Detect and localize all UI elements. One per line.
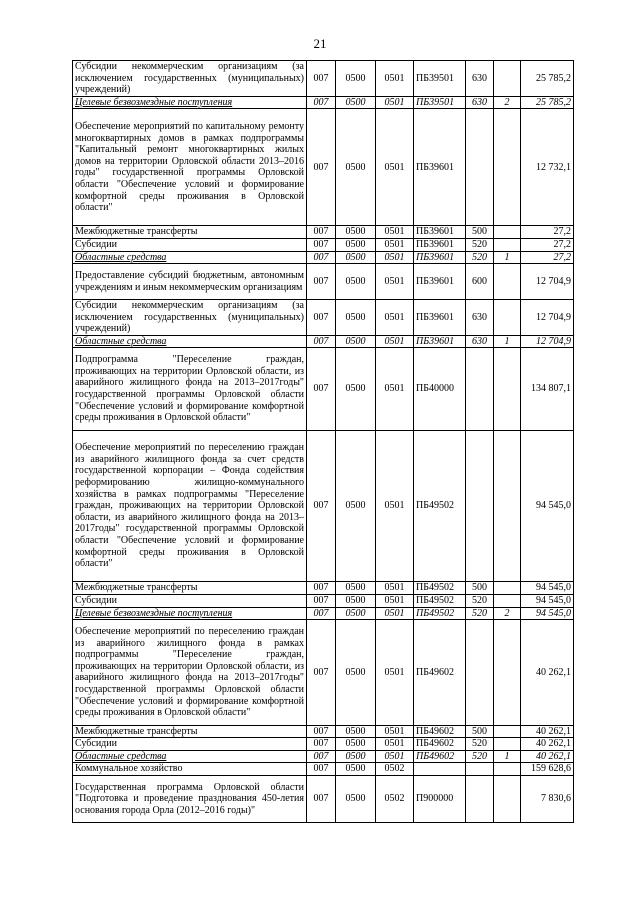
row-section-cell: 0500	[336, 750, 376, 763]
budget-table	[72, 60, 574, 823]
page-number: 21	[313, 36, 327, 51]
row-section-cell: 0500	[336, 594, 376, 607]
row-source-cell	[494, 109, 521, 226]
row-subsection-cell: 0501	[376, 251, 414, 264]
row-grbs-cell: 007	[307, 738, 336, 751]
row-grbs-cell: 007	[307, 96, 336, 109]
row-grbs-cell: 007	[307, 348, 336, 430]
row-sum-cell: 25 785,2	[521, 96, 574, 109]
row-grbs-cell: 007	[307, 238, 336, 251]
row-subsection-cell: 0501	[376, 109, 414, 226]
row-expense-type-cell: 520	[466, 607, 494, 620]
row-source-cell: 1	[494, 750, 521, 763]
table-row	[73, 226, 574, 239]
row-section-cell: 0500	[336, 251, 376, 264]
row-grbs-cell: 007	[307, 620, 336, 725]
row-grbs-cell: 007	[307, 775, 336, 822]
row-target-article-cell: ПБ49602	[414, 750, 466, 763]
row-source-cell	[494, 299, 521, 335]
row-grbs-cell: 007	[307, 430, 336, 582]
row-section-cell: 0500	[336, 725, 376, 738]
row-expense-type-cell: 630	[466, 96, 494, 109]
row-expense-type-cell: 600	[466, 264, 494, 300]
row-expense-type-cell	[466, 109, 494, 226]
row-source-cell	[494, 238, 521, 251]
row-sum-cell: 94 545,0	[521, 594, 574, 607]
row-expense-type-cell: 630	[466, 299, 494, 335]
row-grbs-cell: 007	[307, 61, 336, 97]
row-target-article-cell: ПБ39601	[414, 264, 466, 300]
row-expense-type-cell: 520	[466, 738, 494, 751]
table-row	[73, 738, 574, 751]
row-source-cell	[494, 264, 521, 300]
row-grbs-cell: 007	[307, 299, 336, 335]
row-subsection-cell: 0501	[376, 582, 414, 595]
row-name-cell: Субсидии некоммерческим организациям (за исключением государственных (муниципальных) учреждений)	[73, 61, 307, 97]
row-subsection-cell: 0501	[376, 348, 414, 430]
row-source-cell: 1	[494, 251, 521, 264]
row-expense-type-cell: 520	[466, 251, 494, 264]
row-target-article-cell	[414, 763, 466, 776]
row-source-cell: 2	[494, 96, 521, 109]
row-section-cell: 0500	[336, 775, 376, 822]
row-section-cell: 0500	[336, 238, 376, 251]
table-row	[73, 264, 574, 300]
row-sum-cell: 25 785,2	[521, 61, 574, 97]
row-section-cell: 0500	[336, 299, 376, 335]
row-expense-type-cell: 630	[466, 61, 494, 97]
row-grbs-cell: 007	[307, 226, 336, 239]
row-subsection-cell: 0501	[376, 226, 414, 239]
table-row	[73, 725, 574, 738]
row-subsection-cell: 0501	[376, 96, 414, 109]
row-grbs-cell: 007	[307, 582, 336, 595]
row-grbs-cell: 007	[307, 109, 336, 226]
row-sum-cell: 94 545,0	[521, 607, 574, 620]
row-target-article-cell: ПБ40000	[414, 348, 466, 430]
budget-table-body	[73, 61, 574, 823]
row-grbs-cell: 007	[307, 335, 336, 348]
row-sum-cell: 159 628,6	[521, 763, 574, 776]
row-subsection-cell: 0501	[376, 607, 414, 620]
row-grbs-cell: 007	[307, 607, 336, 620]
row-section-cell: 0500	[336, 226, 376, 239]
row-name-cell: Субсидии некоммерческим организациям (за исключением государственных (муниципальных) учреждений)	[73, 299, 307, 335]
row-sum-cell: 12 704,9	[521, 264, 574, 300]
row-name-cell: Обеспечение мероприятий по переселению граждан из аварийного жилищного фонда за счет средств государственной корпорации – Фонда содействия реформированию жилищно-коммунального хозяйства в рамках подпрограммы "Переселение граждан, проживающих на территории Орловской области, из аварийного жилищного фонда на 2013–2017годы" государственной программы Орловской области "Обеспечение условий и формирование комфортной среды проживания в Орловской области"	[73, 430, 307, 582]
row-expense-type-cell: 520	[466, 750, 494, 763]
row-expense-type-cell	[466, 430, 494, 582]
row-subsection-cell: 0501	[376, 430, 414, 582]
table-row	[73, 607, 574, 620]
row-sum-cell: 40 262,1	[521, 738, 574, 751]
row-target-article-cell: ПБ39601	[414, 299, 466, 335]
row-source-cell	[494, 430, 521, 582]
row-source-cell	[494, 725, 521, 738]
row-target-article-cell: ПБ49602	[414, 725, 466, 738]
row-expense-type-cell: 500	[466, 725, 494, 738]
row-name-cell: Обеспечение мероприятий по капитальному ремонту многоквартирных домов в рамках подпрограммы "Капитальный ремонт многоквартирных жилых домов на территории Орловской области 2013–2016 годы" государственной программы Орловской области "Обеспечение условий и формирование комфортной среды проживания в Орловской области"	[73, 109, 307, 226]
row-target-article-cell: ПБ39501	[414, 61, 466, 97]
table-row	[73, 348, 574, 430]
row-grbs-cell: 007	[307, 264, 336, 300]
row-target-article-cell: ПБ39601	[414, 251, 466, 264]
row-section-cell: 0500	[336, 96, 376, 109]
table-row	[73, 335, 574, 348]
row-section-cell: 0500	[336, 582, 376, 595]
row-name-cell: Коммунальное хозяйство	[73, 763, 307, 776]
row-subsection-cell: 0501	[376, 738, 414, 751]
row-target-article-cell: ПБ49502	[414, 607, 466, 620]
row-grbs-cell: 007	[307, 251, 336, 264]
row-sum-cell: 27,2	[521, 251, 574, 264]
row-target-article-cell: П900000	[414, 775, 466, 822]
row-source-cell	[494, 226, 521, 239]
row-grbs-cell: 007	[307, 725, 336, 738]
row-section-cell: 0500	[336, 109, 376, 226]
table-row	[73, 299, 574, 335]
row-grbs-cell: 007	[307, 763, 336, 776]
row-subsection-cell: 0501	[376, 264, 414, 300]
table-row	[73, 109, 574, 226]
row-source-cell: 1	[494, 335, 521, 348]
row-subsection-cell: 0501	[376, 750, 414, 763]
row-section-cell: 0500	[336, 264, 376, 300]
row-sum-cell: 12 704,9	[521, 299, 574, 335]
row-expense-type-cell: 500	[466, 226, 494, 239]
row-subsection-cell: 0501	[376, 594, 414, 607]
table-row	[73, 620, 574, 725]
row-section-cell: 0500	[336, 620, 376, 725]
row-target-article-cell: ПБ39601	[414, 335, 466, 348]
table-row	[73, 750, 574, 763]
table-row	[73, 582, 574, 595]
row-expense-type-cell: 500	[466, 582, 494, 595]
row-section-cell: 0500	[336, 335, 376, 348]
row-sum-cell: 40 262,1	[521, 620, 574, 725]
table-row	[73, 430, 574, 582]
row-source-cell	[494, 582, 521, 595]
row-source-cell	[494, 775, 521, 822]
row-target-article-cell: ПБ39601	[414, 109, 466, 226]
row-subsection-cell: 0501	[376, 61, 414, 97]
row-target-article-cell: ПБ39601	[414, 238, 466, 251]
row-expense-type-cell	[466, 775, 494, 822]
row-source-cell	[494, 620, 521, 725]
table-row	[73, 61, 574, 97]
row-subsection-cell: 0501	[376, 725, 414, 738]
row-sum-cell: 27,2	[521, 238, 574, 251]
row-sum-cell: 12 732,1	[521, 109, 574, 226]
row-sum-cell: 12 704,9	[521, 335, 574, 348]
row-source-cell	[494, 61, 521, 97]
row-expense-type-cell: 520	[466, 238, 494, 251]
row-name-cell: Межбюджетные трансферты	[73, 226, 307, 239]
row-source-cell	[494, 738, 521, 751]
row-name-cell: Субсидии	[73, 738, 307, 751]
row-sum-cell: 94 545,0	[521, 430, 574, 582]
row-subsection-cell: 0501	[376, 299, 414, 335]
row-sum-cell: 94 545,0	[521, 582, 574, 595]
row-name-cell: Целевые безвозмездные поступления	[73, 96, 307, 109]
row-name-cell: Межбюджетные трансферты	[73, 582, 307, 595]
table-row	[73, 763, 574, 776]
row-name-cell: Государственная программа Орловской области "Подготовка и проведение празднования 450-летия основания города Орла (2012–2016 годы)"	[73, 775, 307, 822]
row-section-cell: 0500	[336, 763, 376, 776]
row-expense-type-cell	[466, 620, 494, 725]
row-section-cell: 0500	[336, 348, 376, 430]
row-target-article-cell: ПБ49502	[414, 582, 466, 595]
row-subsection-cell: 0501	[376, 335, 414, 348]
row-section-cell: 0500	[336, 607, 376, 620]
row-source-cell: 2	[494, 607, 521, 620]
row-section-cell: 0500	[336, 738, 376, 751]
row-source-cell	[494, 594, 521, 607]
row-source-cell	[494, 763, 521, 776]
row-name-cell: Областные средства	[73, 750, 307, 763]
table-row	[73, 594, 574, 607]
row-subsection-cell: 0502	[376, 775, 414, 822]
row-subsection-cell: 0501	[376, 620, 414, 725]
row-sum-cell: 134 807,1	[521, 348, 574, 430]
row-name-cell: Областные средства	[73, 251, 307, 264]
row-expense-type-cell	[466, 348, 494, 430]
row-name-cell: Обеспечение мероприятий по переселению граждан из аварийного жилищного фонда в рамках подпрограммы "Переселение граждан, проживающих на территории Орловской области, из аварийного жилищного фонда на 2013–2017годы" государственной программы Орловской области "Обеспечение условий и формирование комфортной среды проживания в Орловской области"	[73, 620, 307, 725]
row-source-cell	[494, 348, 521, 430]
row-expense-type-cell: 630	[466, 335, 494, 348]
row-grbs-cell: 007	[307, 750, 336, 763]
row-target-article-cell: ПБ49602	[414, 620, 466, 725]
row-name-cell: Субсидии	[73, 238, 307, 251]
row-target-article-cell: ПБ39601	[414, 226, 466, 239]
row-section-cell: 0500	[336, 430, 376, 582]
row-sum-cell: 27,2	[521, 226, 574, 239]
row-target-article-cell: ПБ49502	[414, 594, 466, 607]
row-name-cell: Подпрограмма "Переселение граждан, проживающих на территории Орловской области, из аварийного жилищного фонда на 2013–2017годы" государственной программы Орловской области "Обеспечение условий и формирование комфортной среды проживания в Орловской области"	[73, 348, 307, 430]
row-name-cell: Областные средства	[73, 335, 307, 348]
row-expense-type-cell: 520	[466, 594, 494, 607]
row-expense-type-cell	[466, 763, 494, 776]
row-subsection-cell: 0501	[376, 238, 414, 251]
row-target-article-cell: ПБ39501	[414, 96, 466, 109]
row-name-cell: Субсидии	[73, 594, 307, 607]
table-row	[73, 775, 574, 822]
table-row	[73, 238, 574, 251]
row-name-cell: Целевые безвозмездные поступления	[73, 607, 307, 620]
row-name-cell: Межбюджетные трансферты	[73, 725, 307, 738]
row-section-cell: 0500	[336, 61, 376, 97]
row-target-article-cell: ПБ49602	[414, 738, 466, 751]
table-row	[73, 251, 574, 264]
row-sum-cell: 40 262,1	[521, 750, 574, 763]
table-row	[73, 96, 574, 109]
row-sum-cell: 40 262,1	[521, 725, 574, 738]
row-subsection-cell: 0502	[376, 763, 414, 776]
row-target-article-cell: ПБ49502	[414, 430, 466, 582]
row-sum-cell: 7 830,6	[521, 775, 574, 822]
row-name-cell: Предоставление субсидий бюджетным, автономным учреждениям и иным некоммерческим организациям	[73, 264, 307, 300]
row-grbs-cell: 007	[307, 594, 336, 607]
